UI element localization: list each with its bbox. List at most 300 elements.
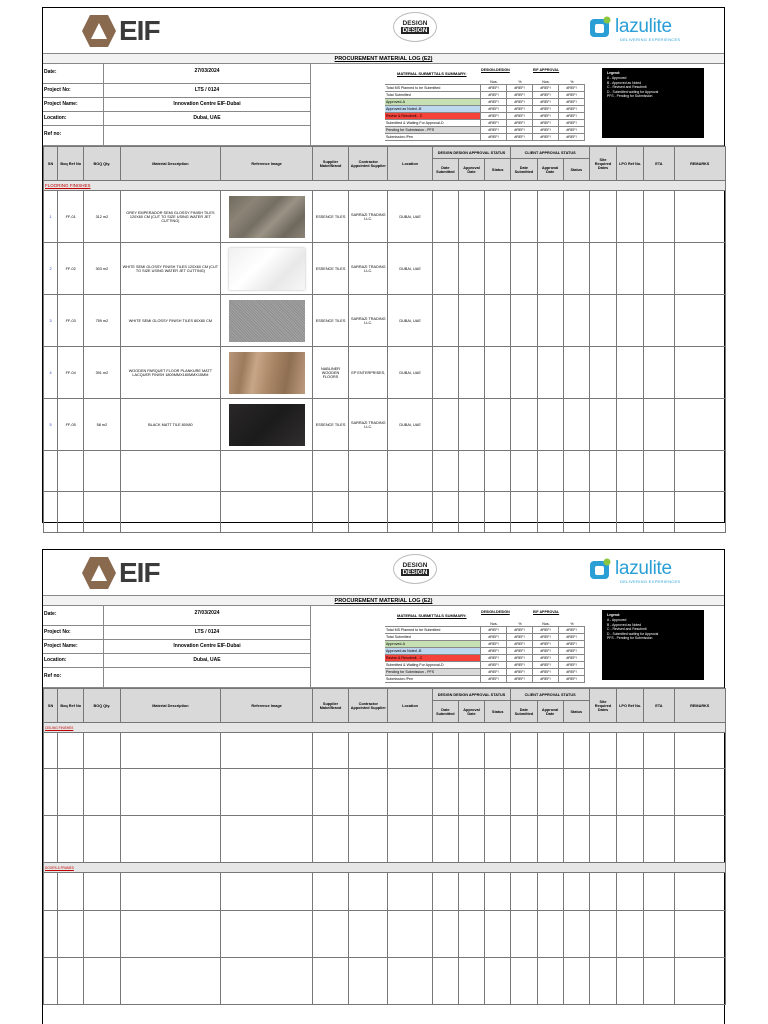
cell-boq-ref: FF-05 — [58, 399, 84, 451]
col-date-submitted: Date Submitted — [511, 701, 537, 723]
summary-cell: #REF! — [507, 134, 533, 140]
cell-empty — [537, 191, 563, 243]
legend-item: D - Submitted waiting for Approval — [607, 89, 659, 94]
cell-material-description: WHITE SEMI GLOSSY FINISH TILES 120X60 CM (CUT TO SIZE USING WATER JET CUTTING) — [120, 243, 221, 295]
summary-col-nos: Nos. — [490, 622, 498, 626]
table-row-empty — [44, 733, 726, 769]
cell-contractor: SARRAZI TRADING LLC. — [349, 295, 388, 347]
summary-cell: #REF! — [481, 669, 507, 675]
eif-logo — [81, 556, 160, 590]
col-status: Status — [563, 159, 589, 181]
cell-empty — [674, 243, 726, 295]
summary-cell: #REF! — [559, 127, 585, 133]
project-name-row — [43, 98, 310, 112]
table-row — [44, 295, 726, 347]
grey-texture-swatch — [229, 300, 305, 342]
cell-empty — [537, 295, 563, 347]
summary-row — [385, 127, 585, 134]
summary-design-head: DESIGN-DESIGN — [481, 68, 510, 72]
summary-cell: #REF! — [533, 106, 559, 112]
summary-cell: #REF! — [507, 627, 533, 633]
table-row-empty — [44, 958, 726, 1005]
project-no-row — [43, 626, 310, 640]
cell-empty — [674, 295, 726, 347]
cell-empty — [511, 347, 537, 399]
project-name-value: Innovation Centre EIF-Dubai — [103, 98, 310, 112]
col-boq-qty: BOQ Qty. — [84, 147, 120, 181]
lazulite-logo-text: lazulite — [615, 558, 672, 579]
lazulite-mark-icon — [589, 16, 611, 38]
summary-cell: #REF! — [481, 648, 507, 654]
location-value: Dubai, UAE — [103, 112, 310, 126]
summary-row — [385, 662, 585, 669]
summary-cell: #REF! — [533, 92, 559, 98]
summary-cell: #REF! — [559, 134, 585, 140]
summary-col-nos: Nos. — [542, 80, 550, 84]
summary-cell: #REF! — [533, 113, 559, 119]
summary-cell: #REF! — [507, 662, 533, 668]
summary-row — [385, 669, 585, 676]
eif-hexagon-icon — [81, 14, 117, 48]
summary-row-label: Total MS Planned to be Submitted — [385, 85, 481, 91]
logo-bar — [43, 550, 724, 596]
cell-empty — [485, 243, 511, 295]
legend-item: B - Approved as Noted — [607, 80, 642, 85]
cell-empty — [432, 243, 458, 295]
col-approval-date: Approval Date — [537, 159, 563, 181]
legend-item: PFS - Pending for Submission — [607, 94, 653, 99]
summary-cell: #REF! — [559, 669, 585, 675]
legend-title: Legend: — [607, 71, 621, 75]
col-date-submitted: Date Submitted — [432, 701, 458, 723]
lazulite-tagline: DELIVERING EXPERIENCES — [620, 579, 681, 584]
col-eta: ETA — [644, 689, 674, 723]
summary-col-nos: Nos. — [490, 80, 498, 84]
summary-cell: #REF! — [559, 99, 585, 105]
cell-supplier: NABLINER WOODEN FLOORS — [312, 347, 348, 399]
project-no-label: Project No: — [44, 629, 71, 635]
cell-empty — [644, 295, 674, 347]
summary-cell: #REF! — [481, 655, 507, 661]
summary-cell: #REF! — [481, 634, 507, 640]
cell-supplier: ESSENCE TILES — [312, 243, 348, 295]
eif-logo — [81, 14, 160, 48]
cell-empty — [432, 191, 458, 243]
wood-parquet-swatch — [229, 352, 305, 394]
cell-contractor: SARRAZI TRADING LLC. — [349, 191, 388, 243]
cell-empty — [674, 347, 726, 399]
summary-cell: #REF! — [481, 662, 507, 668]
col-material: Material Description — [120, 689, 221, 723]
summary-design-head: DESIGN-DESIGN — [481, 610, 510, 614]
location-row — [43, 654, 310, 668]
col-boq-ref: Boq Ref No — [58, 689, 84, 723]
cell-empty — [589, 295, 616, 347]
legend-item: A - Approved — [607, 76, 627, 81]
summary-row — [385, 641, 585, 648]
summary-row-label: Approved as Noted -B — [385, 106, 481, 112]
cell-material-description: GREY EMPERADOR SEMI GLOSSY FINISH TILES 120X60 CM (CUT TO SIZE USING WATER JET CUTTING) — [120, 191, 221, 243]
col-approval-date: Approval Date — [458, 159, 484, 181]
project-name-label: Project Name: — [44, 101, 78, 107]
cell-empty — [432, 347, 458, 399]
cell-reference-image — [221, 243, 313, 295]
summary-cell: #REF! — [481, 627, 507, 633]
table-row-empty — [44, 492, 726, 533]
col-sn: SN — [44, 147, 58, 181]
design-logo-bottom: DESIGN — [402, 27, 428, 34]
cell-material-description: BLACK MATT TILE 80X80 — [120, 399, 221, 451]
summary-cell: #REF! — [481, 92, 507, 98]
cell-boq-ref: FF-02 — [58, 243, 84, 295]
date-label: Date: — [44, 69, 57, 75]
legend-item: C - Revised and Resubmit — [607, 627, 647, 632]
table-row-empty — [44, 816, 726, 863]
summary-cell: #REF! — [507, 120, 533, 126]
summary-cell: #REF! — [559, 662, 585, 668]
design-logo-bottom: DESIGN — [402, 569, 428, 576]
table-row — [44, 399, 726, 451]
cell-empty — [485, 295, 511, 347]
lazulite-logo-text: lazulite — [615, 16, 672, 37]
col-status: Status — [563, 701, 589, 723]
col-supplier: Supplier Make/Brand — [312, 147, 348, 181]
summary-row-label: Approved-A — [385, 641, 481, 647]
summary-title: MATERIAL SUBMITTALS SUMMARY: — [397, 613, 467, 618]
col-site-required: Site Required Dates — [589, 689, 616, 723]
col-client-approval-group: CLIENT APPROVAL STATUS — [511, 689, 590, 701]
cell-empty — [589, 191, 616, 243]
summary-client-head: EIF APPROVAL — [533, 68, 560, 72]
summary-row — [385, 120, 585, 127]
cell-empty — [537, 347, 563, 399]
cell-empty — [563, 191, 589, 243]
cell-empty — [617, 347, 644, 399]
summary-cell: #REF! — [559, 120, 585, 126]
summary-cell: #REF! — [481, 641, 507, 647]
lazulite-mark-icon — [589, 558, 611, 580]
summary-cell: #REF! — [559, 641, 585, 647]
col-location: Location — [388, 147, 432, 181]
summary-row — [385, 99, 585, 106]
summary-cell: #REF! — [559, 634, 585, 640]
design-design-logo — [393, 12, 437, 42]
summary-row-label: Submitted & Waiting For Approval-D — [385, 662, 481, 668]
summary-cell: #REF! — [481, 120, 507, 126]
info-block — [43, 64, 724, 146]
lazulite-logo — [589, 16, 681, 42]
col-client-approval-group: CLIENT APPROVAL STATUS — [511, 147, 590, 159]
black-tile-swatch — [229, 404, 305, 446]
cell-empty — [458, 399, 484, 451]
cell-empty — [511, 295, 537, 347]
eif-logo-text: EIF — [119, 15, 160, 46]
summary-cell: #REF! — [533, 85, 559, 91]
cell-empty — [458, 295, 484, 347]
lazulite-tagline: DELIVERING EXPERIENCES — [620, 37, 681, 42]
col-remarks: REMARKS — [674, 689, 726, 723]
cell-empty — [537, 243, 563, 295]
cell-empty — [589, 347, 616, 399]
cell-boq-ref: FF-04 — [58, 347, 84, 399]
location-row — [43, 112, 310, 126]
legend-box — [602, 610, 704, 680]
summary-row — [385, 655, 585, 662]
cell-location: DUBAI, UAE — [388, 243, 432, 295]
cell-empty — [589, 243, 616, 295]
summary-cell: #REF! — [507, 113, 533, 119]
material-table — [43, 688, 726, 1005]
cell-boq-qty: 58 m2 — [84, 399, 120, 451]
cell-empty — [674, 191, 726, 243]
date-value: 27/03/2024 — [103, 64, 310, 84]
table-row-empty — [44, 451, 726, 492]
cell-empty — [511, 399, 537, 451]
cell-empty — [485, 347, 511, 399]
legend-box — [602, 68, 704, 138]
cell-boq-qty: 759 m2 — [84, 295, 120, 347]
summary-row-label: Total MS Planned to be Submitted — [385, 627, 481, 633]
summary-cell: #REF! — [507, 634, 533, 640]
eif-logo-text: EIF — [119, 557, 160, 588]
summary-cell: #REF! — [481, 106, 507, 112]
col-sn: SN — [44, 689, 58, 723]
logo-bar — [43, 8, 724, 54]
cell-location: DUBAI, UAE — [388, 191, 432, 243]
col-ref-image: Reference Image — [221, 147, 313, 181]
date-value: 27/03/2024 — [103, 606, 310, 626]
cell-contractor: EP ENTERPRISES, — [349, 347, 388, 399]
summary-cell: #REF! — [533, 676, 559, 682]
cell-empty — [617, 191, 644, 243]
design-logo-top: DESIGN — [402, 562, 428, 569]
cell-empty — [485, 399, 511, 451]
summary-row-label: Pending for Submission - PFS — [385, 669, 481, 675]
summary-cell: #REF! — [507, 92, 533, 98]
page-title-text: PROCUREMENT MATERIAL LOG (E2) — [334, 56, 433, 62]
cell-supplier: ESSENCE TILES — [312, 191, 348, 243]
cell-sn: 4 — [44, 347, 58, 399]
cell-empty — [432, 399, 458, 451]
summary-cell: #REF! — [481, 99, 507, 105]
col-approval-date: Approval Date — [458, 701, 484, 723]
ref-row — [43, 668, 310, 688]
location-value: Dubai, UAE — [103, 654, 310, 668]
summary-cell: #REF! — [559, 113, 585, 119]
col-remarks: REMARKS — [674, 147, 726, 181]
cell-contractor: SARRAZI TRADING LLC. — [349, 243, 388, 295]
legend-item: C - Revised and Resubmit — [607, 85, 647, 90]
cell-boq-ref: FF-03 — [58, 295, 84, 347]
cell-location: DUBAI, UAE — [388, 295, 432, 347]
table-row-empty — [44, 769, 726, 816]
summary-cell: #REF! — [481, 676, 507, 682]
col-site-required: Site Required Dates — [589, 147, 616, 181]
legend-item: B - Approved as Noted — [607, 622, 642, 627]
summary-row-label: Total Submitted — [385, 92, 481, 98]
col-lpo-ref: LPO Ref No. — [617, 689, 644, 723]
ref-row — [43, 126, 310, 146]
cell-empty — [617, 243, 644, 295]
cell-sn: 3 — [44, 295, 58, 347]
summary-row — [385, 627, 585, 634]
ref-label: Ref no: — [44, 673, 62, 679]
summary-rows — [385, 85, 585, 141]
ref-value — [103, 126, 310, 146]
submittals-summary — [385, 610, 585, 683]
cell-material-description: WOODEN PARQUET FLOOR PLANKURE MATT LACQUER FINISH 1800MMX180MMX15MM — [120, 347, 221, 399]
summary-row-label: Approved as Noted -B — [385, 648, 481, 654]
summary-row — [385, 676, 585, 683]
cell-empty — [563, 399, 589, 451]
cell-empty — [432, 295, 458, 347]
summary-col-pct: % — [570, 622, 574, 626]
col-supplier: Supplier Make/Brand — [312, 689, 348, 723]
col-date-submitted: Date Submitted — [432, 159, 458, 181]
cell-empty — [617, 295, 644, 347]
cell-material-description: WHITE SEMI GLOSSY FINISH TILES 80X80 CM — [120, 295, 221, 347]
summary-cell: #REF! — [559, 106, 585, 112]
table-row-empty — [44, 873, 726, 911]
project-no-label: Project No: — [44, 87, 71, 93]
cell-empty — [563, 347, 589, 399]
col-approval-date: Approval Date — [537, 701, 563, 723]
col-design-approval-group: DESIGN DESIGN APPROVAL STATUS — [432, 147, 511, 159]
summary-cell: #REF! — [481, 127, 507, 133]
date-row — [43, 64, 310, 84]
ref-value — [103, 668, 310, 688]
summary-cell: #REF! — [533, 641, 559, 647]
col-status: Status — [485, 701, 511, 723]
cell-sn: 2 — [44, 243, 58, 295]
summary-col-pct: % — [518, 80, 522, 84]
summary-row-label: Pending for Submission - PFS — [385, 127, 481, 133]
cell-boq-qty: 303 m2 — [84, 243, 120, 295]
lazulite-logo — [589, 558, 681, 584]
cell-empty — [644, 243, 674, 295]
section-header-doors: DOORS & FRAMES — [44, 863, 726, 873]
summary-row-label: Approved-A — [385, 99, 481, 105]
col-contractor: Contractor Appointed Supplier — [349, 147, 388, 181]
cell-empty — [458, 347, 484, 399]
cell-reference-image — [221, 347, 313, 399]
date-row — [43, 606, 310, 626]
summary-cell: #REF! — [559, 676, 585, 682]
summary-cell: #REF! — [507, 655, 533, 661]
summary-cell: #REF! — [533, 99, 559, 105]
summary-cell: #REF! — [481, 134, 507, 140]
summary-cell: #REF! — [533, 134, 559, 140]
date-label: Date: — [44, 611, 57, 617]
project-no-value: LTS / 0124 — [103, 84, 310, 98]
design-logo-top: DESIGN — [402, 20, 428, 27]
cell-empty — [674, 399, 726, 451]
summary-client-head: EIF APPROVAL — [533, 610, 560, 614]
summary-cell: #REF! — [559, 627, 585, 633]
col-location: Location — [388, 689, 432, 723]
col-date-submitted: Date Submitted — [511, 159, 537, 181]
cell-empty — [511, 191, 537, 243]
summary-cell: #REF! — [481, 113, 507, 119]
summary-cell: #REF! — [533, 634, 559, 640]
col-lpo-ref: LPO Ref No. — [617, 147, 644, 181]
cell-empty — [458, 191, 484, 243]
summary-cell: #REF! — [533, 627, 559, 633]
summary-row-label: Submitted & Waiting For Approval-D — [385, 120, 481, 126]
summary-cell: #REF! — [507, 85, 533, 91]
cell-sn: 5 — [44, 399, 58, 451]
cell-reference-image — [221, 399, 313, 451]
table-row — [44, 347, 726, 399]
cell-contractor: SARRAZI TRADING LLC. — [349, 399, 388, 451]
project-no-value: LTS / 0124 — [103, 626, 310, 640]
summary-cell: #REF! — [507, 641, 533, 647]
summary-cell: #REF! — [559, 85, 585, 91]
col-status: Status — [485, 159, 511, 181]
summary-row — [385, 92, 585, 99]
cell-empty — [589, 399, 616, 451]
cell-supplier: ESSENCE TILES — [312, 399, 348, 451]
legend-item: D - Submitted waiting for Approval — [607, 631, 659, 636]
cell-empty — [617, 399, 644, 451]
location-label: Location: — [44, 115, 67, 121]
col-boq-qty: BOQ Qty. — [84, 689, 120, 723]
table-row — [44, 243, 726, 295]
cell-empty — [537, 399, 563, 451]
summary-cell: #REF! — [559, 655, 585, 661]
summary-cell: #REF! — [533, 127, 559, 133]
cell-empty — [644, 399, 674, 451]
submittals-summary — [385, 68, 585, 141]
cell-boq-qty: 391 m2 — [84, 347, 120, 399]
cell-empty — [563, 295, 589, 347]
page-title — [43, 54, 724, 64]
summary-row — [385, 134, 585, 141]
cell-empty — [644, 347, 674, 399]
legend-item: A - Approved — [607, 618, 627, 623]
cell-empty — [511, 243, 537, 295]
cell-boq-qty: 312 m2 — [84, 191, 120, 243]
summary-cell: #REF! — [507, 676, 533, 682]
summary-row-label: Revise & Resubmit - C — [385, 113, 481, 119]
summary-rows — [385, 627, 585, 683]
legend-item: PFS - Pending for Submission — [607, 636, 653, 641]
summary-cell: #REF! — [533, 648, 559, 654]
col-design-approval-group: DESIGN DESIGN APPROVAL STATUS — [432, 689, 511, 701]
summary-cell: #REF! — [559, 648, 585, 654]
project-name-value: Innovation Centre EIF-Dubai — [103, 640, 310, 654]
summary-cell: #REF! — [533, 669, 559, 675]
summary-cell: #REF! — [533, 120, 559, 126]
cell-boq-ref: FF-01 — [58, 191, 84, 243]
table-row-empty — [44, 911, 726, 958]
summary-cell: #REF! — [559, 92, 585, 98]
summary-row-label: Submission /Pen — [385, 134, 481, 140]
project-no-row — [43, 84, 310, 98]
summary-row — [385, 113, 585, 120]
cell-location: DUBAI, UAE — [388, 399, 432, 451]
summary-col-pct: % — [518, 622, 522, 626]
cell-empty — [485, 191, 511, 243]
summary-cell: #REF! — [507, 127, 533, 133]
info-block — [43, 606, 724, 688]
legend-title: Legend: — [607, 613, 621, 617]
summary-row-label: Total Submitted — [385, 634, 481, 640]
summary-cell: #REF! — [533, 662, 559, 668]
white-tile-swatch — [229, 248, 305, 290]
summary-title: MATERIAL SUBMITTALS SUMMARY: — [397, 71, 467, 76]
summary-cell: #REF! — [507, 106, 533, 112]
